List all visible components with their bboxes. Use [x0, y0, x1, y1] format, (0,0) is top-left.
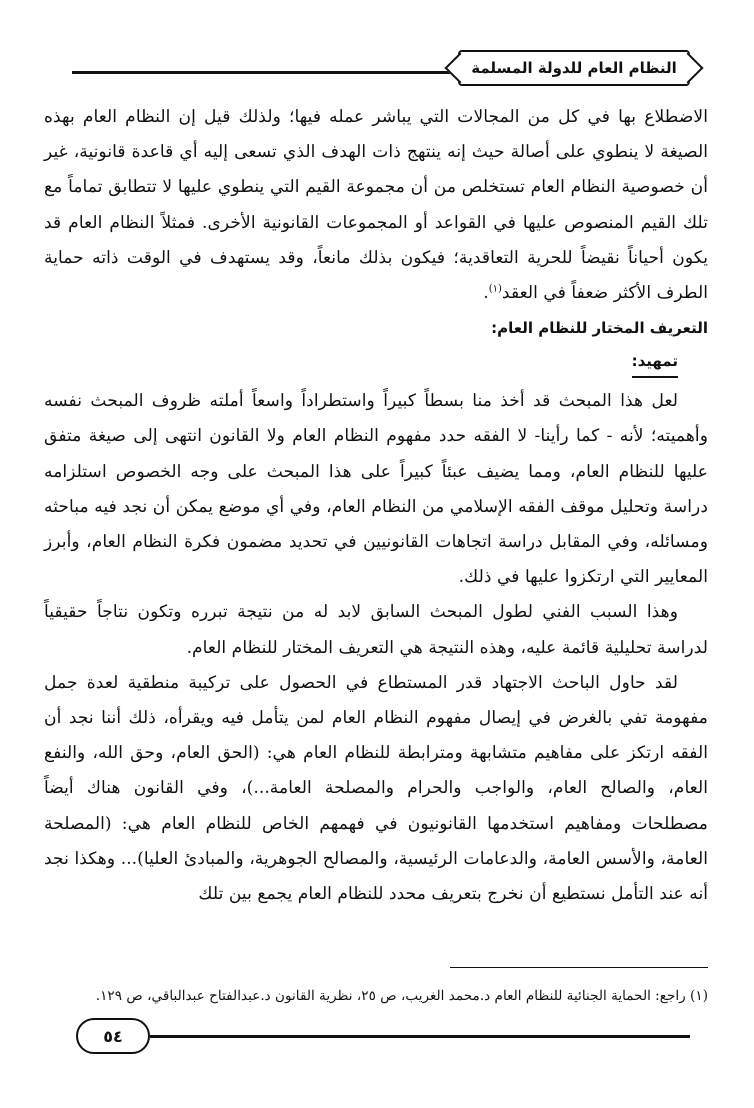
main-text [44, 100, 708, 912]
page-number-bar [76, 1012, 690, 1060]
section-heading: التعريف المختار للنظام العام: [491, 319, 708, 338]
page-number: ٥٤ [103, 1026, 123, 1046]
header-title-frame [458, 50, 690, 86]
subsection-heading: تمهيد: [632, 346, 678, 378]
footnote-rule [450, 967, 708, 968]
paragraph-1 [44, 100, 708, 311]
footnote-marker: (١) [488, 283, 502, 295]
paragraph-3: وهذا السبب الفني لطول المبحث السابق لابد له من نتيجة تبرره وتكون نتاجاً حقيقياً لدراسة تحليلية قائمة عليه، وهذه النتيجة هي التعريف المختار للنظام العام. [44, 602, 708, 658]
page-number-frame [76, 1018, 150, 1054]
paragraph-1-text: الاضطلاع بها في كل من المجالات التي يباشر عمله فيها؛ ولذلك قيل إن النظام العام بهذه الصيغة لا ينطوي على أصالة حيث إنه ينتهج ذات الهدف الذي تسعى إليه أي قاعدة قانونية، غير أن خصوصية النظام العام تستخلص من أن مجموعة القيم التي ينطوي عليها لا تتطابق تماماً مع تلك القيم المنصوص عليها في القواعد أو المجموعات القانونية الأخرى. فمثلاً النظام العام قد يكون أحياناً نقيضاً للحرية التعاقدية؛ فيكون بذلك مانعاً، وقد يستهدف في الوقت ذاته حماية الطرف الأكثر ضعفاً في العقد [44, 107, 708, 304]
header-title: النظام العام للدولة المسلمة [471, 59, 677, 77]
paragraph-1-end: . [483, 283, 489, 304]
paragraph-4: لقد حاول الباحث الاجتهاد قدر المستطاع في الحصول على تركيبة منطقية لعدة جمل مفهومة تفي بالغرض في إيصال مفهوم النظام العام لمن يتأمل فيه ويقرأه، ذلك أننا نجد أن الفقه ارتكز على مفاهيم متشابهة ومترابطة للنظام العام هي: (الحق العام، وحق الله، والنفع العام، والصالح العام، والواجب والحرام والمصلحة العامة...)، وفي القانون هناك أيضاً مصطلحات ومفاهيم استخدمها القانونيون في فهمهم الخاص للنظام العام هي: (المصلحة العامة، والأسس العامة، والدعامات الرئيسية، والمصالح الجوهرية، والمبادئ العليا)... وهكذا نجد أنه عند التأمل نستطيع أن نخرج بتعريف محدد للنظام العام يجمع بين تلك [44, 672, 708, 905]
running-header [72, 46, 690, 90]
footnote: (١) راجع: الحماية الجنائية للنظام العام د.محمد الغريب، ص ٢٥، نظرية القانون د.عبدالفتاح عبدالباقي، ص ١٢٩. [95, 988, 708, 1004]
header-rule [72, 71, 458, 74]
page-number-rule [150, 1035, 690, 1038]
paragraph-2: لعل هذا المبحث قد أخذ منا بسطاً كبيراً واستطراداً واسعاً أملته ظروف المبحث نفسه وأهميته؛ لأنه - كما رأينا- لا الفقه حدد مفهوم النظام العام ولا القانون انتهى إلى صيغة متفق عليها للنظام العام، ومما يضيف عبئاً كبيراً على هذا المبحث على وجه الخصوص استلزامه دراسة وتحليل موقف الفقه الإسلامي من النظام العام، وفي أي موضع يمكن أن نجد فيه مباحثه ومسائله، وفي المقابل دراسة اتجاهات القانونيين في تحديد مضمون فكرة النظام العام، وأبرز المعايير التي ارتكزوا عليها في ذلك. [44, 391, 708, 588]
